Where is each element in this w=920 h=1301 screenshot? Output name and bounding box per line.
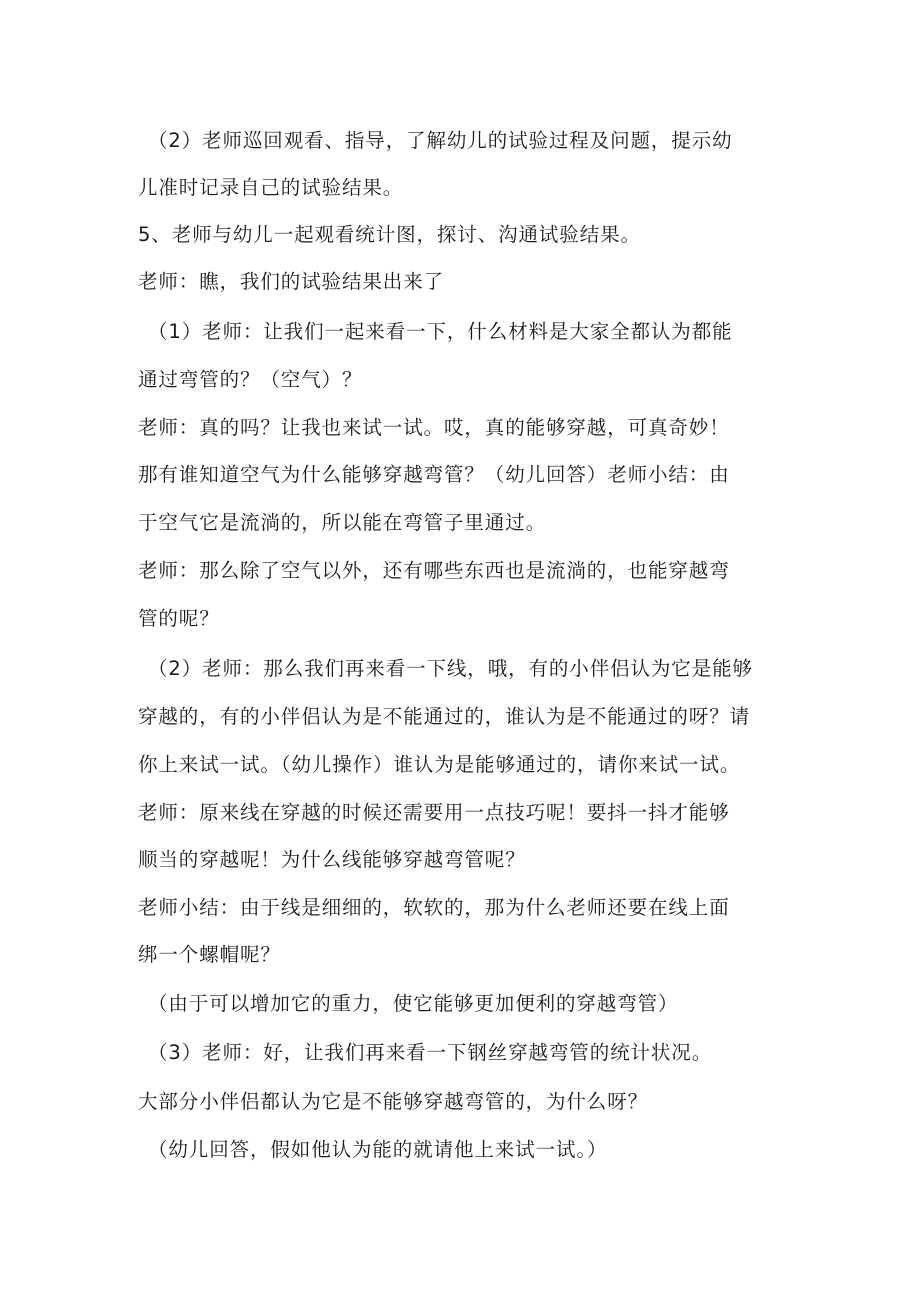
text-line: 于空气它是流淌的，所以能在弯管子里通过。 <box>138 511 547 534</box>
text-line: 穿越的，有的小伴侣认为是不能通过的，谁认为是不能通过的呀？请 <box>138 705 751 728</box>
text-line: （3）老师：好，让我们再来看一下钢丝穿越弯管的统计状况。 <box>148 1041 713 1064</box>
text-line: 5、老师与幼儿一起观看统计图，探讨、沟通试验结果。 <box>138 223 641 246</box>
text-line: （2）老师：那么我们再来看一下线，哦，有的小伴侣认为它是能够 <box>148 657 753 680</box>
text-line: 你上来试一试。（幼儿操作）谁认为是能够通过的，请你来试一试。 <box>138 753 741 776</box>
text-line: 大部分小伴侣都认为它是不能够穿越弯管的，为什么呀？ <box>138 1090 649 1113</box>
text-line: 老师：那么除了空气以外，还有哪些东西也是流淌的，也能穿越弯 <box>138 559 730 582</box>
text-line: （幼儿回答，假如他认为能的就请他上来试一试。） <box>148 1138 608 1161</box>
text-line: 老师：瞧，我们的试验结果出来了 <box>138 270 445 293</box>
text-line: （2）老师巡回观看、指导，了解幼儿的试验过程及问题，提示幼 <box>148 129 733 152</box>
text-line: 管的呢？ <box>138 607 220 630</box>
text-line: 通过弯管的？（空气）？ <box>138 368 363 391</box>
text-line: （由于可以增加它的重力，使它能够更加便利的穿越弯管） <box>148 992 679 1015</box>
text-line: （1）老师：让我们一起来看一下，什么材料是大家全都认为都能 <box>148 320 733 343</box>
text-line: 那有谁知道空气为什么能够穿越弯管？（幼儿回答）老师小结：由 <box>138 463 730 486</box>
text-line: 老师小结：由于线是细细的，软软的，那为什么老师还要在线上面 <box>138 896 730 919</box>
text-line: 老师：原来线在穿越的时候还需要用一点技巧呢！要抖一抖才能够 <box>138 801 730 824</box>
text-line: 绑一个螺帽呢？ <box>138 943 281 966</box>
text-line: 顺当的穿越呢！为什么线能够穿越弯管呢？ <box>138 848 526 871</box>
text-line: 儿准时记录自己的试验结果。 <box>138 176 404 199</box>
text-line: 老师：真的吗？让我也来试一试。哎，真的能够穿越，可真奇妙！ <box>138 416 730 439</box>
